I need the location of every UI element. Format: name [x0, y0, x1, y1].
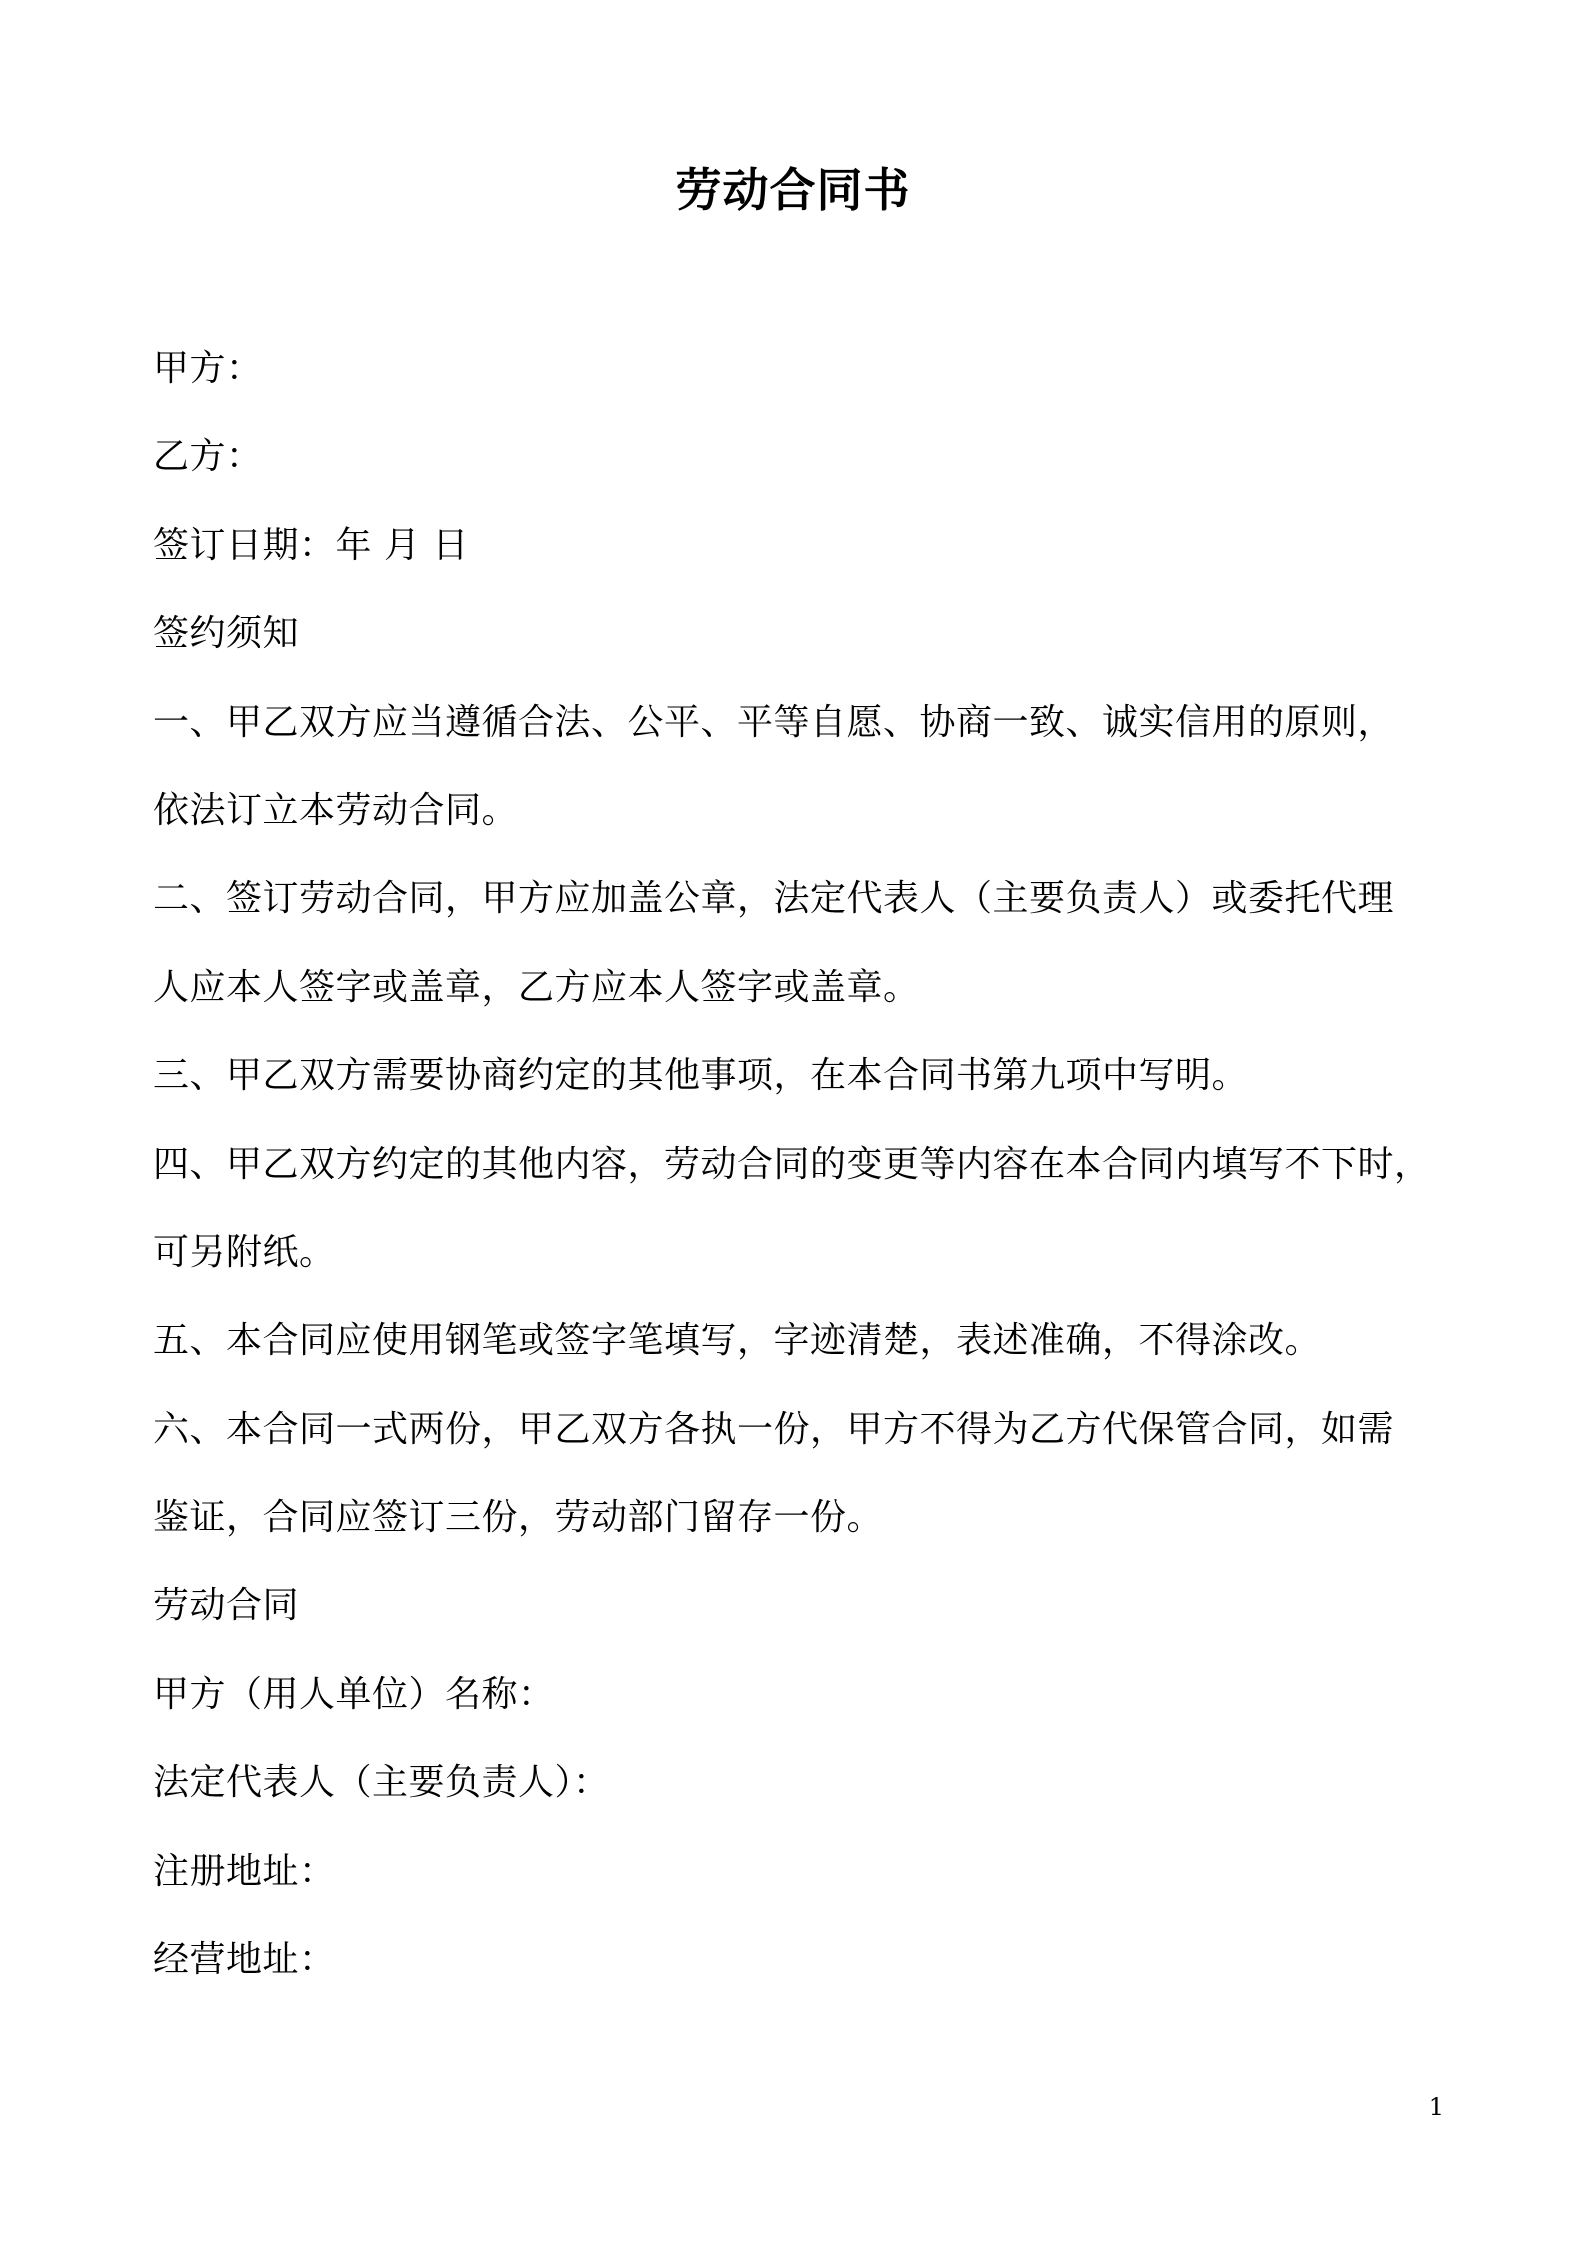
contract-heading: 劳动合同 [153, 1585, 300, 1627]
party-b-line: 乙方： [153, 436, 263, 478]
page-number: 1 [1428, 2093, 1444, 2121]
legal-representative-line: 法定代表人（主要负责人）： [153, 1762, 610, 1804]
employer-name-line: 甲方（用人单位）名称： [153, 1673, 555, 1715]
party-a-line: 甲方： [153, 348, 263, 389]
notice-item-3: 三、甲乙双方需要协商约定的其他事项，在本合同书第九项中写明。 [153, 1055, 1249, 1097]
notice-item-2-line-1: 二、签订劳动合同，甲方应加盖公章，法定代表人（主要负责人）或委托代理 [153, 878, 1395, 920]
notice-item-4-line-2: 可另附纸。 [153, 1231, 336, 1273]
notice-item-4-line-1: 四、甲乙双方约定的其他内容，劳动合同的变更等内容在本合同内填写不下时， [153, 1143, 1431, 1185]
notice-item-1-line-2: 依法订立本劳动合同。 [153, 789, 519, 831]
document-title: 劳动合同书 [675, 163, 911, 217]
document-body [153, 325, 1453, 2004]
signing-date-line: 签订日期：年 月 日 [153, 524, 469, 566]
business-address-line: 经营地址： [153, 1939, 336, 1981]
notice-item-6-line-2: 鉴证，合同应签订三份，劳动部门留存一份。 [153, 1497, 884, 1539]
notice-item-5: 五、本合同应使用钢笔或签字笔填写，字迹清楚，表述准确，不得涂改。 [153, 1320, 1322, 1362]
notice-item-2-line-2: 人应本人签字或盖章，乙方应本人签字或盖章。 [153, 966, 920, 1008]
notice-item-6-line-1: 六、本合同一式两份，甲乙双方各执一份，甲方不得为乙方代保管合同，如需 [153, 1408, 1395, 1450]
notice-item-1-line-1: 一、甲乙双方应当遵循合法、公平、平等自愿、协商一致、诚实信用的原则， [153, 701, 1395, 743]
signing-notice-heading: 签约须知 [153, 613, 300, 655]
registered-address-line: 注册地址： [153, 1850, 336, 1892]
